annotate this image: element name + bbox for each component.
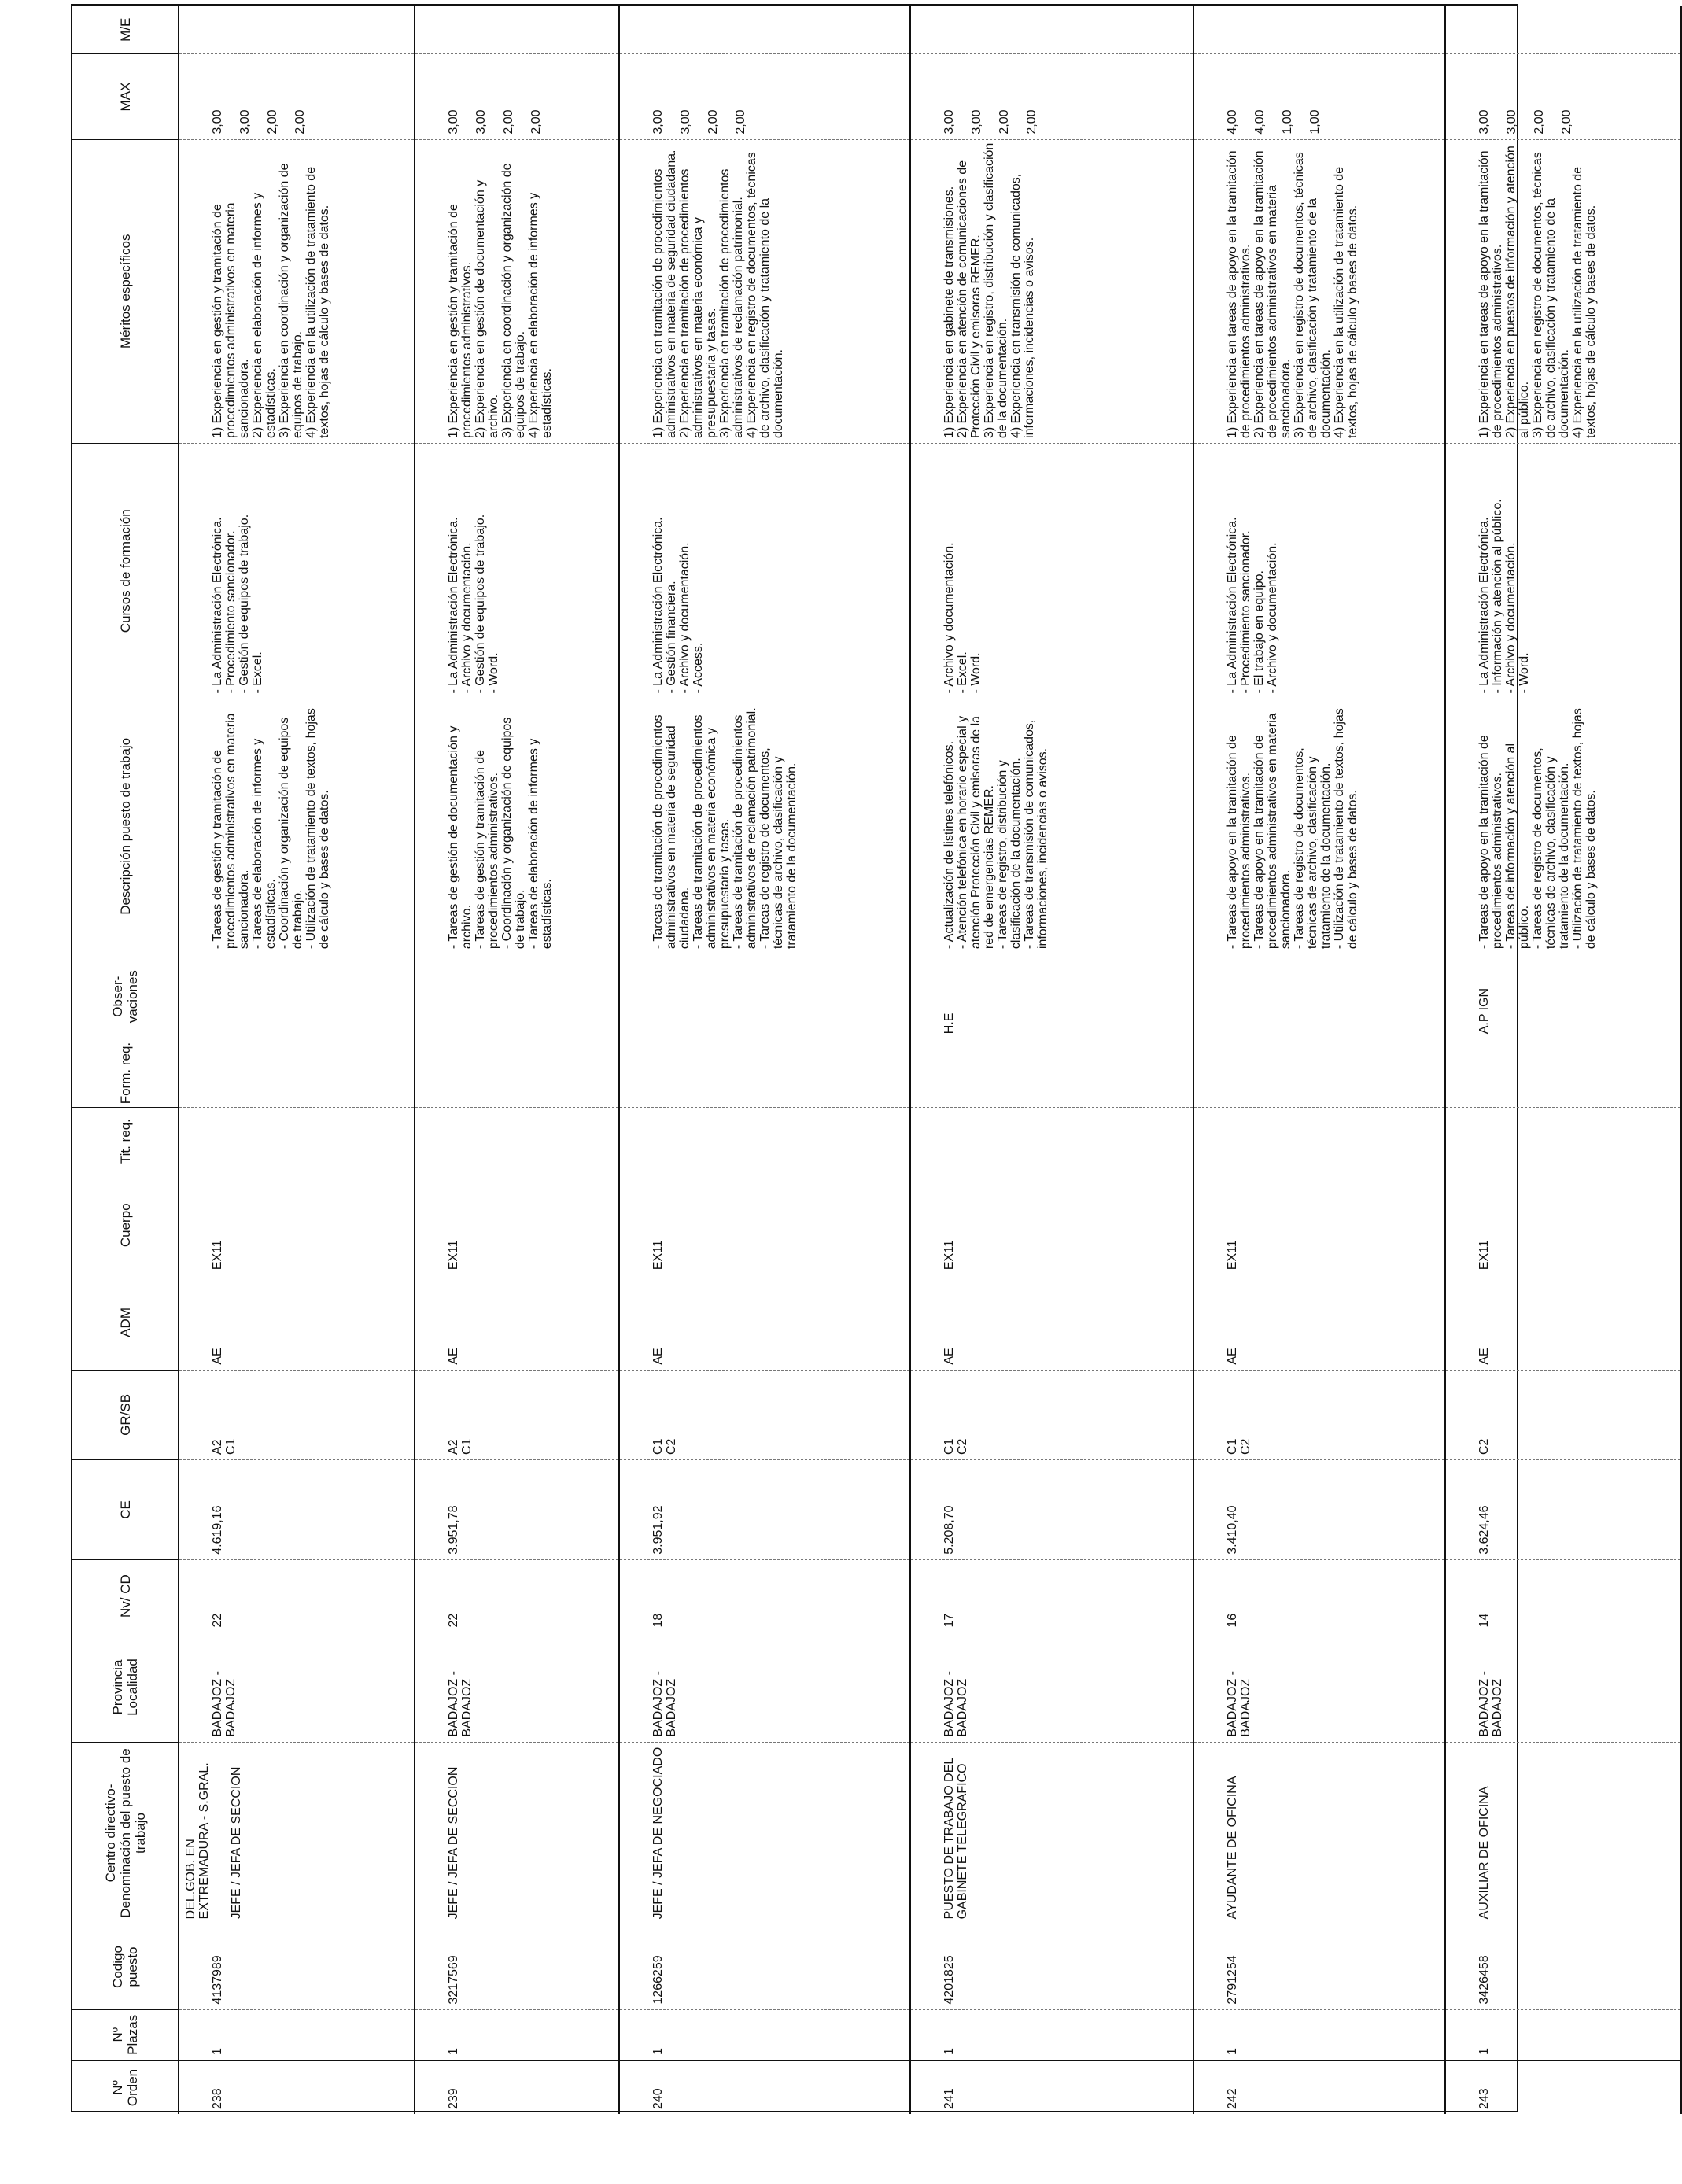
grsb-cell-line: C2 (665, 1438, 678, 1455)
puesto-name: JEFE / JEFA DE NEGOCIADO (651, 1747, 665, 1920)
descripcion-cell (910, 699, 1193, 954)
descripcion-cell-line: - Tareas de registro de documentos, técnicas de archivo, clasificación y tratamiento de la documentación. (1531, 747, 1571, 950)
form-cell (619, 1039, 910, 1108)
meritos-cell (619, 139, 910, 443)
cursos-cell-line: - La Administración Electrónica. (447, 517, 460, 694)
max-cell-line: 2,00 (502, 109, 515, 135)
plazas-cell: 1 (1193, 2009, 1445, 2060)
grsb-cell-line: C1 (1226, 1438, 1239, 1455)
meritos-cell-line: 2) Experiencia en tramitación de procedimientos administrativos en materia económica y presupuestaria y tasas. (678, 168, 718, 438)
puesto-cell (415, 1742, 619, 1924)
header-adm: ADM (72, 1275, 179, 1371)
max-cell-line: 2,00 (1533, 109, 1546, 135)
centro-directivo: DEL.GOB. EN EXTREMADURA - S.GRAL. (184, 1762, 211, 1920)
plazas-cell: 1 (415, 2009, 619, 2060)
max-cell-line: 1,00 (1308, 109, 1322, 135)
max-cell-line: 4,00 (1253, 109, 1267, 135)
me-cell (179, 6, 415, 54)
header-row (72, 6, 179, 2114)
cursos-cell-line: - Gestión de equipos de trabajo. (238, 514, 251, 694)
descripcion-cell-line: - Utilización de tratamiento de textos, hojas de cálculo y bases de datos. (1571, 708, 1598, 950)
me-cell (910, 6, 1193, 54)
codigo-cell: 3426458 (1445, 1924, 1681, 2009)
descripcion-cell-line: - Tareas de gestión y tramitación de procedimientos administrativos en materia sancionadora. (211, 713, 251, 950)
codigo-cell: 2791254 (1193, 1924, 1445, 2009)
cursos-cell (1193, 443, 1445, 699)
descripcion-cell (1193, 699, 1445, 954)
grsb-cell-line: C2 (1239, 1438, 1252, 1455)
cursos-cell-line: - Archivo y documentación. (460, 542, 474, 694)
descripcion-cell-line: - Atención telefónica en horario especial y atención Protección Civil y emisoras de la red de emergencias REMER. (956, 715, 996, 950)
nivel-cell: 22 (415, 1559, 619, 1632)
cursos-cell-line: - El trabajo en equipo. (1252, 570, 1266, 694)
plazas-cell: 1 (910, 2009, 1193, 2060)
obs-cell: H.E (910, 954, 1193, 1039)
grsb-cell-line: C1 (224, 1438, 238, 1455)
header-cursos: Cursos de formación (72, 443, 179, 699)
header-orden: Nº Orden (72, 2060, 179, 2114)
localidad-cell: BADAJOZ - BADAJOZ (415, 1632, 619, 1742)
meritos-cell-line: 1) Experiencia en gestión y tramitación de procedimientos administrativos. (447, 204, 474, 438)
descripcion-cell-line: - Utilización de tratamiento de textos, hojas de cálculo y bases de datos. (1333, 708, 1359, 950)
meritos-cell-line: 1) Experiencia en tareas de apoyo en la tramitación de procedimientos administrativos. (1477, 150, 1504, 438)
puesto-cell (910, 1742, 1193, 1924)
header-descripcion: Descripción puesto de trabajo (72, 699, 179, 954)
cursos-cell-line: - Gestión financiera. (665, 581, 678, 694)
descripcion-cell-line: - Tareas de registro de documentos, técnicas de archivo, clasificación y tratamiento de la documentación. (758, 747, 799, 950)
descripcion-cell (179, 699, 415, 954)
meritos-cell-line: 3) Experiencia en coordinación y organización de equipos de trabajo. (500, 163, 527, 438)
cursos-cell-line: - Excel. (956, 651, 969, 694)
descripcion-cell-line: - Tareas de transmisión de comunicados, informaciones, incidencias o avisos. (1023, 719, 1049, 950)
max-cell-line: 3,00 (211, 109, 224, 135)
header-form: Form. req. (72, 1039, 179, 1108)
puesto-cell (179, 1742, 415, 1924)
cursos-cell-line: - Información y atención al público. (1491, 499, 1504, 694)
cuerpo-cell: EX11 (1193, 1175, 1445, 1275)
cursos-cell-line: - Gestión de equipos de trabajo. (474, 514, 487, 694)
cuerpo-cell: EX11 (415, 1175, 619, 1275)
descripcion-cell (619, 699, 910, 954)
meritos-cell-line: 3) Experiencia en registro, distribución y clasificación de la documentación. (983, 142, 1009, 438)
meritos-cell (1193, 139, 1445, 443)
table-body (179, 6, 1681, 2114)
me-cell (415, 6, 619, 54)
adm-cell: AE (1445, 1275, 1681, 1371)
grsb-cell-line: C1 (460, 1438, 474, 1455)
plazas-cell: 1 (1445, 2009, 1681, 2060)
table-row (910, 6, 1193, 2114)
puesto-cell (619, 1742, 910, 1924)
localidad-cell: BADAJOZ - BADAJOZ (1193, 1632, 1445, 1742)
meritos-cell-line: 4) Experiencia en elaboración de informes y estadísticas. (527, 192, 554, 438)
descripcion-cell-line: - Tareas de elaboración de informes y estadísticas. (527, 738, 554, 950)
max-cell (619, 54, 910, 139)
meritos-cell-line: 2) Experiencia en gestión de documentación y archivo. (474, 179, 500, 438)
descripcion-cell-line: - Tareas de apoyo en la tramitación de procedimientos administrativos. (1226, 735, 1252, 950)
plazas-cell: 1 (619, 2009, 910, 2060)
codigo-cell: 1266259 (619, 1924, 910, 2009)
max-cell-line: 2,00 (1025, 109, 1038, 135)
puesto-cell (1445, 1742, 1681, 1924)
meritos-cell (415, 139, 619, 443)
header-provincia: Provincia Localidad (72, 1632, 179, 1742)
cursos-cell (179, 443, 415, 699)
orden-cell: 242 (1193, 2060, 1445, 2114)
max-cell-line: 1,00 (1281, 109, 1294, 135)
cursos-cell-line: - Access. (692, 642, 705, 694)
header-me: M/E (72, 6, 179, 54)
header-centro: Centro directivo- Denominación del puesto de trabajo (72, 1742, 179, 1924)
cursos-cell-line: - Archivo y documentación. (1266, 542, 1279, 694)
descripcion-cell-line: - Coordinación y organización de equipos de trabajo. (278, 717, 304, 950)
grsb-cell-line: A2 (211, 1439, 224, 1455)
localidad-cell: BADAJOZ - BADAJOZ (910, 1632, 1193, 1742)
max-cell-line: 2,00 (1560, 109, 1573, 135)
meritos-cell-line: 2) Experiencia en puestos de información y atención al público. (1504, 146, 1531, 438)
max-cell-line: 2,00 (266, 109, 279, 135)
max-cell-line: 3,00 (970, 109, 983, 135)
grsb-cell-line: C1 (942, 1438, 956, 1455)
max-cell-line: 2,00 (734, 109, 747, 135)
ce-cell: 5.208,70 (910, 1460, 1193, 1560)
obs-cell: A.P IGN (1445, 954, 1681, 1039)
cursos-cell-line: - Archivo y documentación. (678, 542, 692, 694)
cursos-cell-line: - La Administración Electrónica. (1477, 517, 1491, 694)
ce-cell: 3.410,40 (1193, 1460, 1445, 1560)
grsb-cell-line: C2 (956, 1438, 969, 1455)
me-cell (1193, 6, 1445, 54)
meritos-cell-line: 4) Experiencia en transmisión de comunicados, informaciones, incidencias o avisos. (1009, 173, 1036, 438)
cursos-cell-line: - Archivo y documentación. (1504, 542, 1518, 694)
meritos-cell-line: 4) Experiencia en la utilización de tratamiento de textos, hojas de cálculo y bases de datos. (304, 166, 331, 438)
tit-cell (910, 1107, 1193, 1175)
adm-cell: AE (1193, 1275, 1445, 1371)
ce-cell: 4.619,16 (179, 1460, 415, 1560)
meritos-cell-line: 1) Experiencia en tramitación de procedimientos administrativos en materia de seguridad ciudadana. (651, 149, 678, 438)
meritos-cell-line: 4) Experiencia en registro de documentos, técnicas de archivo, clasificación y tratamiento de la documentación. (745, 152, 785, 438)
rotated-table-container (72, 6, 1598, 2114)
me-cell (619, 6, 910, 54)
header-meritos: Méritos específicos (72, 139, 179, 443)
tit-cell (1445, 1107, 1681, 1175)
ce-cell: 3.951,78 (415, 1460, 619, 1560)
orden-cell: 239 (415, 2060, 619, 2114)
meritos-cell-line: 2) Experiencia en tareas de apoyo en la tramitación de procedimientos administrativos en materia sancionadora. (1252, 150, 1293, 438)
nivel-cell: 22 (179, 1559, 415, 1632)
max-cell-line: 3,00 (942, 109, 956, 135)
tit-cell (619, 1107, 910, 1175)
cursos-cell-line: - La Administración Electrónica. (1226, 517, 1239, 694)
cursos-cell (910, 443, 1193, 699)
descripcion-cell-line: - Tareas de gestión de documentación y archivo. (447, 725, 474, 950)
table-row (619, 6, 910, 2114)
meritos-cell-line: 4) Experiencia en la utilización de tratamiento de textos, hojas de cálculo y bases de datos. (1333, 166, 1359, 438)
nivel-cell: 16 (1193, 1559, 1445, 1632)
descripcion-cell-line: - Tareas de apoyo en la tramitación de procedimientos administrativos. (1477, 735, 1504, 950)
form-cell (1445, 1039, 1681, 1108)
meritos-cell-line: 3) Experiencia en tramitación de procedimientos administrativos de reclamación patrimonial. (718, 168, 745, 438)
meritos-cell-line: 4) Experiencia en la utilización de tratamiento de textos, hojas de cálculo y bases de datos. (1571, 166, 1598, 438)
meritos-cell-line: 3) Experiencia en coordinación y organización de equipos de trabajo. (278, 163, 304, 438)
meritos-cell-line: 3) Experiencia en registro de documentos, técnicas de archivo, clasificación y tratamiento de la documentación. (1293, 152, 1333, 438)
meritos-cell-line: 1) Experiencia en gestión y tramitación de procedimientos administrativos en materia sancionadora. (211, 202, 251, 438)
grsb-cell (910, 1370, 1193, 1459)
descripcion-cell-line: - Actualización de listines telefónicos. (942, 740, 956, 950)
header-tit: Tit. req. (72, 1107, 179, 1175)
cursos-cell-line: - Word. (1518, 652, 1531, 694)
localidad-cell: BADAJOZ - BADAJOZ (619, 1632, 910, 1742)
orden-cell: 243 (1445, 2060, 1681, 2114)
cursos-cell-line: - Archivo y documentación. (942, 542, 956, 694)
cursos-cell-line: - Procedimiento sancionador. (1239, 530, 1252, 694)
max-cell-line: 3,00 (651, 109, 665, 135)
header-cuerpo: Cuerpo (72, 1175, 179, 1275)
grsb-cell (415, 1370, 619, 1459)
tit-cell (1193, 1107, 1445, 1175)
meritos-cell (910, 139, 1193, 443)
localidad-cell: BADAJOZ - BADAJOZ (1445, 1632, 1681, 1742)
max-cell-line: 2,00 (998, 109, 1011, 135)
puesto-cell (1193, 1742, 1445, 1924)
puesto-name: JEFE / JEFA DE SECCION (230, 1766, 243, 1920)
max-cell-line: 3,00 (238, 109, 252, 135)
descripcion-cell-line: - Tareas de tramitación de procedimientos administrativos en materia de seguridad ciudadana. (651, 714, 692, 950)
adm-cell: AE (910, 1275, 1193, 1371)
grsb-cell-line: A2 (447, 1439, 460, 1455)
max-cell-line: 2,00 (293, 109, 307, 135)
meritos-cell-line: 1) Experiencia en gabinete de transmisiones. (942, 186, 956, 438)
descripcion-cell-line: - Utilización de tratamiento de textos, hojas de cálculo y bases de datos. (304, 708, 331, 950)
plazas-cell: 1 (179, 2009, 415, 2060)
localidad-cell: BADAJOZ - BADAJOZ (179, 1632, 415, 1742)
cuerpo-cell: EX11 (619, 1175, 910, 1275)
document-page (71, 4, 1598, 2112)
cursos-cell-line: - La Administración Electrónica. (651, 517, 665, 694)
max-cell (179, 54, 415, 139)
form-cell (179, 1039, 415, 1108)
codigo-cell: 4137989 (179, 1924, 415, 2009)
header-grsb: GR/SB (72, 1370, 179, 1459)
descripcion-cell-line: - Tareas de apoyo en la tramitación de procedimientos administrativos en materia sancionadora. (1252, 713, 1293, 950)
tit-cell (415, 1107, 619, 1175)
max-cell-line: 4,00 (1226, 109, 1239, 135)
descripcion-cell-line: - Coordinación y organización de equipos de trabajo. (500, 717, 527, 950)
descripcion-cell-line: - Tareas de información y atención al público. (1504, 743, 1531, 950)
descripcion-cell-line: - Tareas de registro de documentos, técnicas de archivo, clasificación y tratamiento de la documentación. (1293, 747, 1333, 950)
orden-cell: 240 (619, 2060, 910, 2114)
form-cell (415, 1039, 619, 1108)
max-cell-line: 2,00 (706, 109, 720, 135)
cuerpo-cell: EX11 (910, 1175, 1193, 1275)
obs-cell (415, 954, 619, 1039)
cursos-cell (619, 443, 910, 699)
descripcion-cell (1445, 699, 1681, 954)
cursos-cell (415, 443, 619, 699)
meritos-cell-line: 2) Experiencia en atención de comunicaciones de Protección Civil y emisoras REMER. (956, 160, 983, 438)
puesto-name: PUESTO DE TRABAJO DEL GABINETE TELEGRAFICO (942, 1758, 969, 1920)
descripcion-cell-line: - Tareas de elaboración de informes y estadísticas. (251, 738, 278, 950)
cursos-cell-line: - Procedimiento sancionador. (224, 530, 238, 694)
max-cell-line: 3,00 (1477, 109, 1491, 135)
table-row (415, 6, 619, 2114)
obs-cell (619, 954, 910, 1039)
cuerpo-cell: EX11 (179, 1175, 415, 1275)
header-max: MAX (72, 54, 179, 139)
grsb-cell (1193, 1370, 1445, 1459)
descripcion-cell (415, 699, 619, 954)
adm-cell: AE (619, 1275, 910, 1371)
max-cell (1193, 54, 1445, 139)
me-cell (1445, 6, 1681, 54)
descripcion-cell-line: - Tareas de registro, distribución y clasificación de la documentación. (996, 758, 1023, 950)
adm-cell: AE (179, 1275, 415, 1371)
cursos-cell-line: - Excel. (251, 651, 264, 694)
ce-cell: 3.951,92 (619, 1460, 910, 1560)
cursos-cell-line: - La Administración Electrónica. (211, 517, 224, 694)
grsb-cell-line: C1 (651, 1438, 665, 1455)
meritos-cell-line: 1) Experiencia en tareas de apoyo en la tramitación de procedimientos administrativos. (1226, 150, 1252, 438)
grsb-cell-line: C2 (1477, 1438, 1491, 1455)
form-cell (1193, 1039, 1445, 1108)
meritos-cell (179, 139, 415, 443)
grsb-cell (619, 1370, 910, 1459)
header-ce: CE (72, 1460, 179, 1560)
header-nivel: Nv/ CD (72, 1559, 179, 1632)
max-cell-line: 3,00 (679, 109, 692, 135)
ce-cell: 3.624,46 (1445, 1460, 1681, 1560)
descripcion-cell-line: - Tareas de tramitación de procedimientos administrativos de reclamación patrimonial. (732, 707, 758, 950)
table-row (1193, 6, 1445, 2114)
max-cell (1445, 54, 1681, 139)
grsb-cell (1445, 1370, 1681, 1459)
job-positions-table (72, 6, 1682, 2114)
cursos-cell-line: - Word. (487, 652, 500, 694)
nivel-cell: 18 (619, 1559, 910, 1632)
descripcion-cell-line: - Tareas de tramitación de procedimientos administrativos en materia económica y presupuestaria y tasas. (692, 714, 732, 950)
orden-cell: 238 (179, 2060, 415, 2114)
max-cell-line: 3,00 (447, 109, 460, 135)
header-obs: Obser- vaciones (72, 954, 179, 1039)
nivel-cell: 14 (1445, 1559, 1681, 1632)
codigo-cell: 4201825 (910, 1924, 1193, 2009)
obs-cell (179, 954, 415, 1039)
adm-cell: AE (415, 1275, 619, 1371)
cursos-cell (1445, 443, 1681, 699)
puesto-name: AYUDANTE DE OFICINA (1226, 1776, 1239, 1920)
meritos-cell-line: 2) Experiencia en elaboración de informes y estadísticas. (251, 192, 278, 438)
form-cell (910, 1039, 1193, 1108)
nivel-cell: 17 (910, 1559, 1193, 1632)
puesto-name: JEFE / JEFA DE SECCION (447, 1766, 460, 1920)
codigo-cell: 3217569 (415, 1924, 619, 2009)
grsb-cell (179, 1370, 415, 1459)
max-cell-line: 3,00 (474, 109, 488, 135)
header-codigo: Codigo puesto (72, 1924, 179, 2009)
max-cell-line: 2,00 (529, 109, 543, 135)
orden-cell: 241 (910, 2060, 1193, 2114)
max-cell (415, 54, 619, 139)
header-plazas: Nº Plazas (72, 2009, 179, 2060)
cursos-cell-line: - Word. (969, 652, 983, 694)
max-cell (910, 54, 1193, 139)
puesto-name: AUXILIAR DE OFICINA (1477, 1786, 1491, 1920)
tit-cell (179, 1107, 415, 1175)
max-cell-line: 3,00 (1505, 109, 1518, 135)
descripcion-cell-line: - Tareas de gestión y tramitación de procedimientos administrativos. (474, 749, 500, 950)
table-row (179, 6, 415, 2114)
meritos-cell-line: 3) Experiencia en registro de documentos, técnicas de archivo, clasificación y tratamiento de la documentación. (1531, 152, 1571, 438)
obs-cell (1193, 954, 1445, 1039)
meritos-cell (1445, 139, 1681, 443)
table-row (1445, 6, 1681, 2114)
cuerpo-cell: EX11 (1445, 1175, 1681, 1275)
